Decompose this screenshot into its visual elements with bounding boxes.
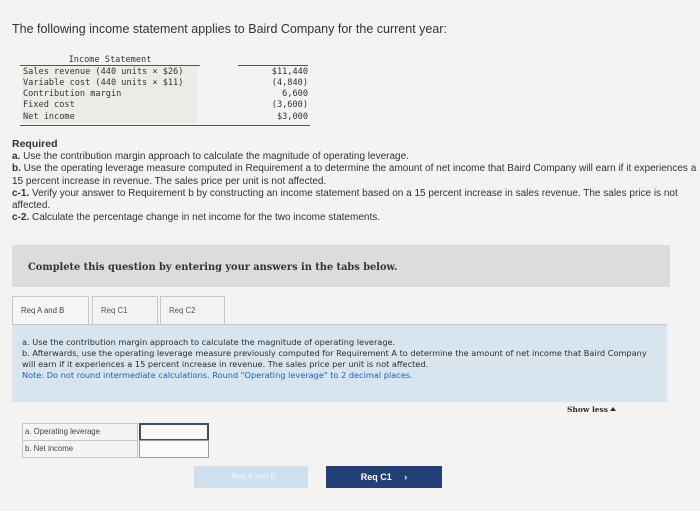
requirement-item bbox=[12, 151, 700, 163]
statement-row-label: Contribution margin bbox=[22, 88, 197, 100]
requirement-tag: c-2. bbox=[12, 212, 30, 224]
requirement-tag: b. bbox=[12, 163, 21, 175]
instructions-text bbox=[22, 337, 652, 381]
instruction-note: Note: Do not round intermediate calculations. Round "Operating leverage" to 2 decimal places. bbox=[22, 369, 413, 380]
operating-leverage-input[interactable] bbox=[139, 423, 209, 441]
requirement-text: Verify your answer to Requirement b by constructing an income statement based on a 15 percent increase in sales revenue. The sales price is not affected. bbox=[12, 187, 678, 212]
caret-up-icon bbox=[610, 407, 616, 411]
income-statement-title: Income Statement bbox=[68, 55, 152, 65]
statement-row-label: Sales revenue (440 units × $26) bbox=[22, 66, 197, 78]
statement-row bbox=[20, 111, 310, 123]
next-tab-label: Req C1 bbox=[360, 472, 392, 482]
requirement-item bbox=[12, 188, 700, 213]
requirements-list bbox=[12, 151, 700, 225]
requirement-item bbox=[12, 163, 700, 188]
prev-tab-button[interactable] bbox=[194, 466, 308, 488]
requirement-item bbox=[12, 212, 700, 224]
statement-row bbox=[20, 99, 310, 111]
statement-divider bbox=[20, 125, 310, 126]
answer-row bbox=[22, 423, 208, 441]
statement-row-label: Fixed cost bbox=[22, 99, 197, 111]
required-heading: Required bbox=[12, 138, 58, 150]
statement-row-value: (3,600) bbox=[271, 100, 308, 110]
requirement-text: Use the contribution margin approach to calculate the magnitude of operating leverage. bbox=[23, 151, 409, 162]
prev-tab-label: Req A and B bbox=[231, 472, 276, 481]
chevron-right-icon: › bbox=[404, 472, 408, 482]
tab-bar bbox=[12, 296, 227, 324]
problem-intro: The following income statement applies to Baird Company for the current year: bbox=[12, 22, 447, 36]
instruction-banner bbox=[12, 245, 670, 287]
requirement-text: Use the operating leverage measure computed in Requirement a to determine the amount of net income that Baird Company will earn if it experiences a 15 percent increase in revenue. The sales price per unit is not affected. bbox=[12, 163, 697, 187]
net-income-input[interactable] bbox=[139, 440, 209, 458]
statement-row-label: Net income bbox=[22, 111, 197, 123]
statement-row-value: $3,000 bbox=[276, 112, 308, 122]
show-less-toggle[interactable] bbox=[567, 405, 616, 414]
answer-label-operating-leverage: a. Operating leverage bbox=[22, 423, 138, 441]
statement-row-value: 6,600 bbox=[282, 89, 308, 99]
show-less-label: Show less bbox=[567, 405, 609, 414]
tab-req-a-and-b[interactable]: Req A and B bbox=[12, 296, 89, 324]
tab-req-c2[interactable]: Req C2 bbox=[160, 296, 225, 324]
statement-row-value: (4,840) bbox=[271, 78, 308, 88]
requirement-text: Calculate the percentage change in net income for the two income statements. bbox=[32, 212, 380, 224]
answer-label-net-income: b. Net income bbox=[22, 440, 138, 458]
tab-instructions-panel bbox=[12, 324, 667, 402]
statement-row-label: Variable cost (440 units × $11) bbox=[22, 77, 197, 89]
statement-row-value: $11,440 bbox=[271, 67, 308, 77]
instruction-b: b. Afterwards, use the operating leverage measure previously computed for Requirement A to determine the amount of net income that Baird Company will earn if it experiences a 15 percent increase in revenue. The sales price per unit is not affected. bbox=[22, 347, 647, 369]
chevron-left-icon: ‹ bbox=[226, 472, 229, 481]
next-tab-button[interactable] bbox=[326, 466, 442, 488]
banner-text: Complete this question by entering your answers in the tabs below. bbox=[28, 262, 398, 273]
requirement-tag: a. bbox=[12, 151, 21, 162]
requirement-tag: c-1. bbox=[12, 187, 30, 199]
answer-row bbox=[22, 440, 208, 458]
tab-req-c1[interactable]: Req C1 bbox=[92, 296, 158, 324]
instruction-a: a. Use the contribution margin approach to calculate the magnitude of operating leverage. bbox=[22, 337, 396, 347]
